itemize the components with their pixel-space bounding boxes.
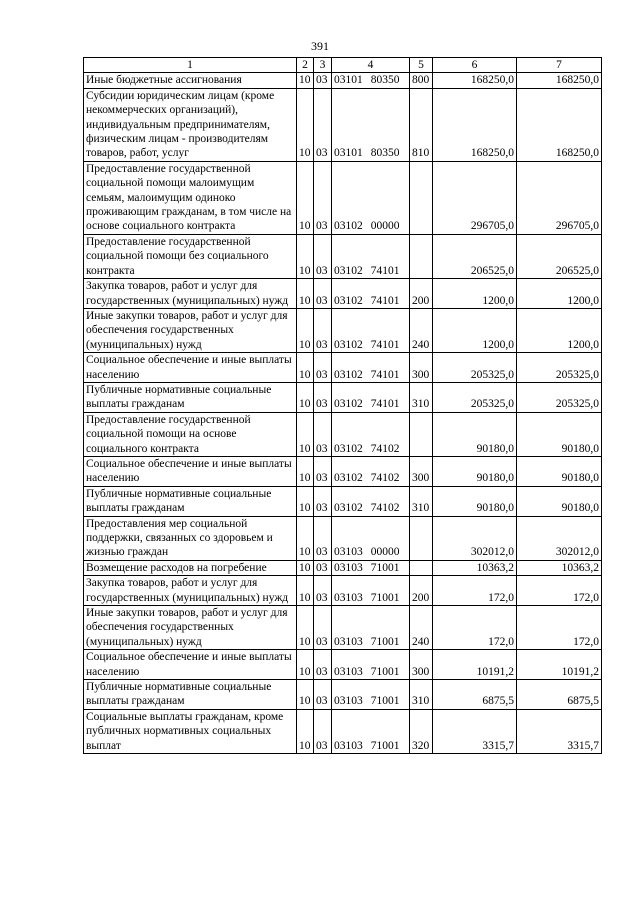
target-article-program: 03102: [334, 472, 363, 485]
expense-type-code: 300: [410, 650, 433, 680]
section-code: 10: [297, 279, 314, 309]
subsection-code: 03: [314, 486, 332, 516]
table-row: [84, 486, 602, 516]
target-article-code: [332, 73, 410, 88]
column-header: 1: [84, 58, 297, 73]
row-name: Социальное обеспечение и иные выплаты населению: [84, 456, 297, 486]
table-row: [84, 308, 602, 352]
target-article-code: [332, 650, 410, 680]
expense-type-code: 320: [410, 709, 433, 753]
table-row: [84, 650, 602, 680]
section-code: 10: [297, 234, 314, 278]
target-article-code: [332, 709, 410, 753]
column-header: 7: [517, 58, 602, 73]
target-article-program: 03102: [334, 398, 363, 411]
section-code: 10: [297, 516, 314, 560]
target-article-program: 03103: [334, 695, 363, 708]
section-code: 10: [297, 353, 314, 383]
expense-type-code: 810: [410, 88, 433, 161]
target-article-code: [332, 353, 410, 383]
target-article-direction: 74102: [370, 442, 400, 455]
target-article-program: 03102: [334, 442, 363, 455]
column-header: 5: [410, 58, 433, 73]
subsection-code: 03: [314, 560, 332, 575]
amount-col7: 3315,7: [517, 709, 602, 753]
row-name: Предоставления мер социальной поддержки, связанных со здоровьем и жизнью граждан: [84, 516, 297, 560]
page-number: 391: [311, 39, 329, 53]
subsection-code: 03: [314, 456, 332, 486]
target-article-direction: 80350: [370, 74, 400, 87]
target-article-code: [332, 88, 410, 161]
target-article-direction: 71001: [370, 635, 400, 648]
target-article-program: 03103: [334, 546, 363, 559]
amount-col6: 90180,0: [433, 456, 517, 486]
section-code: 10: [297, 650, 314, 680]
target-article-code: [332, 680, 410, 710]
target-article-program: 03103: [334, 739, 363, 752]
target-article-direction: 00000: [370, 220, 400, 233]
target-article-code: [332, 412, 410, 456]
section-code: 10: [297, 680, 314, 710]
column-header: 3: [314, 58, 332, 73]
expense-type-code: 800: [410, 73, 433, 88]
row-name: Публичные нормативные социальные выплаты гражданам: [84, 680, 297, 710]
target-article-direction: 74101: [370, 368, 400, 381]
amount-col6: 90180,0: [433, 412, 517, 456]
amount-col6: 296705,0: [433, 161, 517, 234]
target-article-direction: 71001: [370, 695, 400, 708]
row-name: Предоставление государственной социальной помощи на основе социального контракта: [84, 412, 297, 456]
row-name: Закупка товаров, работ и услуг для государственных (муниципальных) нужд: [84, 576, 297, 606]
row-name: Субсидии юридическим лицам (кроме некоммерческих организаций), индивидуальным предпринимателям, физическим лицам - производителям товаров, работ, услуг: [84, 88, 297, 161]
subsection-code: 03: [314, 308, 332, 352]
target-article-code: [332, 606, 410, 650]
row-name: Возмещение расходов на погребение: [84, 560, 297, 575]
row-name: Социальные выплаты гражданам, кроме публичных нормативных социальных выплат: [84, 709, 297, 753]
row-name: Публичные нормативные социальные выплаты гражданам: [84, 382, 297, 412]
target-article-code: [332, 161, 410, 234]
amount-col7: 6875,5: [517, 680, 602, 710]
amount-col6: 205325,0: [433, 382, 517, 412]
target-article-direction: 74102: [370, 502, 400, 515]
amount-col7: 172,0: [517, 576, 602, 606]
target-article-program: 03102: [334, 264, 363, 277]
target-article-program: 03102: [334, 220, 363, 233]
subsection-code: 03: [314, 161, 332, 234]
section-code: 10: [297, 88, 314, 161]
amount-col6: 1200,0: [433, 308, 517, 352]
target-article-direction: 80350: [370, 147, 400, 160]
expense-type-code: 310: [410, 680, 433, 710]
target-article-code: [332, 234, 410, 278]
target-article-direction: 71001: [370, 591, 400, 604]
target-article-direction: 74101: [370, 264, 400, 277]
amount-col7: 90180,0: [517, 412, 602, 456]
target-article-code: [332, 456, 410, 486]
section-code: 10: [297, 560, 314, 575]
section-code: 10: [297, 456, 314, 486]
section-code: 10: [297, 412, 314, 456]
subsection-code: 03: [314, 412, 332, 456]
section-code: 10: [297, 709, 314, 753]
table-row: [84, 161, 602, 234]
amount-col7: 1200,0: [517, 279, 602, 309]
target-article-program: 03103: [334, 635, 363, 648]
amount-col7: 90180,0: [517, 456, 602, 486]
amount-col7: 168250,0: [517, 73, 602, 88]
target-article-direction: 74101: [370, 294, 400, 307]
row-name: Социальное обеспечение и иные выплаты населению: [84, 650, 297, 680]
table-row: [84, 456, 602, 486]
target-article-direction: 74102: [370, 472, 400, 485]
target-article-code: [332, 486, 410, 516]
amount-col7: 168250,0: [517, 88, 602, 161]
amount-col6: 10363,2: [433, 560, 517, 575]
expense-type-code: [410, 412, 433, 456]
section-code: 10: [297, 606, 314, 650]
target-article-direction: 74101: [370, 398, 400, 411]
column-header: 4: [332, 58, 410, 73]
amount-col6: 10191,2: [433, 650, 517, 680]
subsection-code: 03: [314, 709, 332, 753]
amount-col7: 10363,2: [517, 560, 602, 575]
subsection-code: 03: [314, 353, 332, 383]
amount-col6: 3315,7: [433, 709, 517, 753]
target-article-program: 03101: [334, 147, 363, 160]
table-row: [84, 88, 602, 161]
amount-col6: 172,0: [433, 606, 517, 650]
amount-col7: 206525,0: [517, 234, 602, 278]
amount-col7: 172,0: [517, 606, 602, 650]
expense-type-code: 240: [410, 606, 433, 650]
row-name: Предоставление государственной социальной помощи без социального контракта: [84, 234, 297, 278]
expense-type-code: 310: [410, 486, 433, 516]
row-name: Социальное обеспечение и иные выплаты населению: [84, 353, 297, 383]
table-body: [84, 58, 602, 754]
section-code: 10: [297, 161, 314, 234]
target-article-direction: 71001: [370, 561, 400, 574]
amount-col6: 168250,0: [433, 88, 517, 161]
subsection-code: 03: [314, 234, 332, 278]
expense-type-code: [410, 560, 433, 575]
target-article-code: [332, 382, 410, 412]
target-article-direction: 00000: [370, 546, 400, 559]
subsection-code: 03: [314, 382, 332, 412]
target-article-program: 03101: [334, 74, 363, 87]
section-code: 10: [297, 308, 314, 352]
amount-col7: 1200,0: [517, 308, 602, 352]
table-row: [84, 382, 602, 412]
table-row: [84, 279, 602, 309]
target-article-program: 03103: [334, 665, 363, 678]
section-code: 10: [297, 486, 314, 516]
target-article-code: [332, 576, 410, 606]
expense-type-code: 240: [410, 308, 433, 352]
target-article-code: [332, 308, 410, 352]
table-row: [84, 516, 602, 560]
amount-col6: 1200,0: [433, 279, 517, 309]
expense-type-code: [410, 234, 433, 278]
section-code: 10: [297, 382, 314, 412]
amount-col7: 302012,0: [517, 516, 602, 560]
row-name: Иные бюджетные ассигнования: [84, 73, 297, 88]
amount-col7: 205325,0: [517, 382, 602, 412]
target-article-program: 03102: [334, 338, 363, 351]
table-row: [84, 560, 602, 575]
row-name: Закупка товаров, работ и услуг для государственных (муниципальных) нужд: [84, 279, 297, 309]
expense-type-code: 310: [410, 382, 433, 412]
column-header: 2: [297, 58, 314, 73]
subsection-code: 03: [314, 516, 332, 560]
row-name: Иные закупки товаров, работ и услуг для обеспечения государственных (муниципальных) нужд: [84, 308, 297, 352]
expense-type-code: 300: [410, 456, 433, 486]
row-name: Публичные нормативные социальные выплаты гражданам: [84, 486, 297, 516]
target-article-code: [332, 560, 410, 575]
table-row: [84, 606, 602, 650]
subsection-code: 03: [314, 279, 332, 309]
amount-col6: 302012,0: [433, 516, 517, 560]
target-article-direction: 71001: [370, 665, 400, 678]
row-name: Предоставление государственной социальной помощи малоимущим семьям, малоимущим одиноко проживающим гражданам, в том числе на основе социального контракта: [84, 161, 297, 234]
row-name: Иные закупки товаров, работ и услуг для обеспечения государственных (муниципальных) нужд: [84, 606, 297, 650]
header-row: [84, 58, 602, 73]
table-row: [84, 576, 602, 606]
target-article-program: 03103: [334, 591, 363, 604]
amount-col6: 205325,0: [433, 353, 517, 383]
target-article-program: 03102: [334, 368, 363, 381]
amount-col6: 206525,0: [433, 234, 517, 278]
table-row: [84, 412, 602, 456]
target-article-direction: 74101: [370, 338, 400, 351]
table-row: [84, 73, 602, 88]
table-row: [84, 680, 602, 710]
amount-col7: 205325,0: [517, 353, 602, 383]
expense-type-code: [410, 161, 433, 234]
budget-table: [83, 57, 602, 754]
amount-col6: 6875,5: [433, 680, 517, 710]
target-article-direction: 71001: [370, 739, 400, 752]
amount-col7: 10191,2: [517, 650, 602, 680]
target-article-code: [332, 279, 410, 309]
expense-type-code: 300: [410, 353, 433, 383]
amount-col7: 90180,0: [517, 486, 602, 516]
column-header: 6: [433, 58, 517, 73]
amount-col6: 168250,0: [433, 73, 517, 88]
subsection-code: 03: [314, 680, 332, 710]
section-code: 10: [297, 73, 314, 88]
subsection-code: 03: [314, 576, 332, 606]
amount-col6: 90180,0: [433, 486, 517, 516]
amount-col7: 296705,0: [517, 161, 602, 234]
subsection-code: 03: [314, 88, 332, 161]
subsection-code: 03: [314, 650, 332, 680]
amount-col6: 172,0: [433, 576, 517, 606]
subsection-code: 03: [314, 73, 332, 88]
table-row: [84, 353, 602, 383]
expense-type-code: [410, 516, 433, 560]
table-row: [84, 709, 602, 753]
target-article-program: 03102: [334, 294, 363, 307]
expense-type-code: 200: [410, 576, 433, 606]
subsection-code: 03: [314, 606, 332, 650]
target-article-code: [332, 516, 410, 560]
table-row: [84, 234, 602, 278]
section-code: 10: [297, 576, 314, 606]
target-article-program: 03103: [334, 561, 363, 574]
target-article-program: 03102: [334, 502, 363, 515]
expense-type-code: 200: [410, 279, 433, 309]
